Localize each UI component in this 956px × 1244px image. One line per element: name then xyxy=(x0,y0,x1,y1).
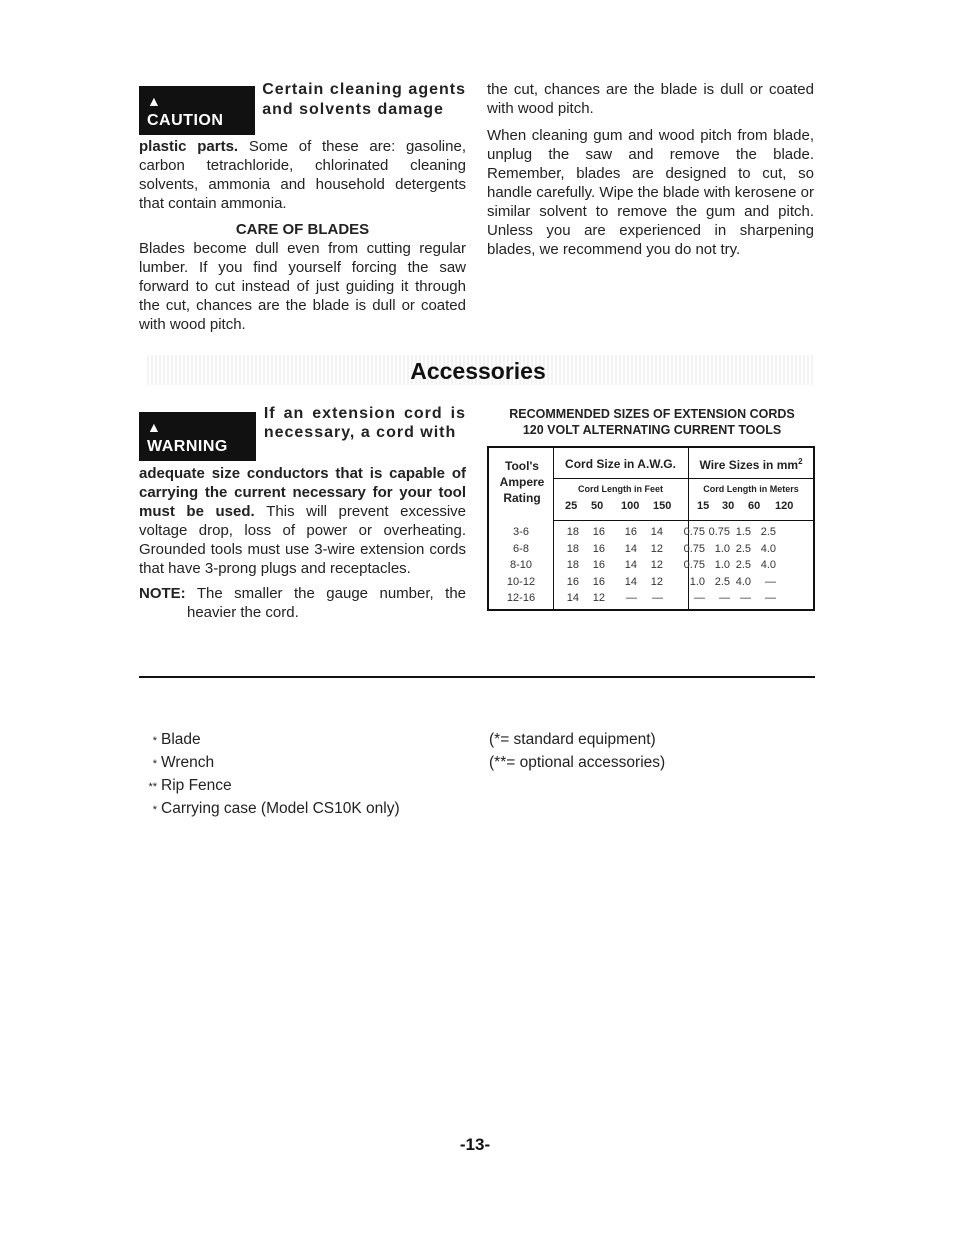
care-of-blades-heading: CARE OF BLADES xyxy=(235,221,370,238)
table-row: 3-6 18 16 16 14 0.75 0.75 1.5 2.5 xyxy=(513,526,776,538)
legend-optional: (**= optional accessories) xyxy=(489,754,666,771)
caution-section xyxy=(139,80,466,333)
caution-bold-tail: plastic parts. xyxy=(139,138,239,155)
cord-size-table xyxy=(487,446,815,611)
cord-table-title: RECOMMENDED SIZES OF EXTENSION CORDS 120 VOLT ALTERNATING CURRENT TOOLS xyxy=(509,407,795,437)
meters-subheader: Cord Length in Meters xyxy=(703,484,799,494)
caution-body-paragraph xyxy=(139,137,466,213)
table-row: 12-16 14 12 — — — — — — xyxy=(506,592,776,604)
note-label: NOTE: xyxy=(139,585,186,602)
warning-label: ▲WARNING xyxy=(139,412,256,461)
note-text: The smaller the gauge number, the heavier the cord. xyxy=(187,585,466,621)
care-right-column xyxy=(487,80,814,259)
caution-lead: Certain cleaning agents and solvents damage xyxy=(262,81,466,118)
table-body xyxy=(489,524,813,607)
warning-body: This will prevent excessive voltage drop, loss of power or overheating. Grounded tools must use 3-wire extension cords that have 3-prong plugs and receptacles. xyxy=(139,503,467,577)
caution-label: ▲CAUTION xyxy=(139,86,255,135)
list-item: * Carrying case (Model CS10K only) xyxy=(152,800,400,817)
legend-standard: (*= standard equipment) xyxy=(489,731,656,748)
list-item: ** Rip Fence xyxy=(148,777,232,794)
warning-lead: If an extension cord is necessary, a cord with xyxy=(263,405,466,441)
page-number: -13- xyxy=(459,1135,491,1154)
accessories-title: Accessories xyxy=(410,358,546,384)
care-paragraph-1: Blades become dull even from cutting regular lumber. If you find yourself forcing the saw forward to cut instead of just guiding it through the cut, chances are the blade is dull or coated with wood pitch. xyxy=(139,240,466,333)
ampere-rating-header: Tool's Ampere Rating xyxy=(499,459,545,505)
equipment-legend xyxy=(489,730,665,776)
care-paragraph-2: When cleaning gum and wood pitch from blade, unplug the saw and remove the blade. Remember, blades are designed to cut, so handle carefully. Wipe the blade with kerosene or similar solvent to remove the gum and pitch. Unless you are experienced in sharpening blades, we recommend you do not try. xyxy=(487,127,814,258)
table-row: 10-12 16 16 14 12 1.0 2.5 4.0 — xyxy=(506,575,776,588)
feet-subheader: Cord Length in Feet xyxy=(578,484,663,494)
meter-lengths-row: 15 30 60 120 xyxy=(697,500,794,512)
awg-header: Cord Size in A.W.G. xyxy=(565,457,676,471)
table-divider xyxy=(553,478,813,479)
warning-section xyxy=(139,404,466,622)
wire-size-header: Wire Sizes in $mm^2$ xyxy=(699,457,803,472)
section-divider xyxy=(139,676,815,678)
list-item: * Blade xyxy=(152,731,201,748)
warning-bold-body: adequate size conductors that is capable of carrying the current necessary for your tool must be used. This will prevent excessive voltage drop, loss of power or overheating. Grounded tools must use 3-wire extension cords that have 3-prong plugs and receptacles. xyxy=(139,465,467,577)
feet-lengths-row: 25 50 100 150 xyxy=(565,500,672,512)
warning-triangle-icon: ▲ xyxy=(147,93,162,109)
table-row: 6-8 18 16 14 12 0.75 1.0 2.5 4.0 xyxy=(513,542,776,555)
table-row: 8-10 18 16 14 12 0.75 1.0 2.5 4.0 xyxy=(509,559,776,571)
table-divider xyxy=(553,520,813,521)
caution-body: Some of these are: gasoline, carbon tetrachloride, chlorinated cleaning solvents, ammonia and household detergents that contain ammonia. xyxy=(139,138,466,212)
warning-note xyxy=(139,584,466,622)
list-item: * Wrench xyxy=(152,754,215,771)
care-paragraph-1-continued: the cut, chances are the blade is dull or coated with wood pitch. xyxy=(487,81,814,117)
warning-triangle-icon: ▲ xyxy=(147,419,162,435)
accessory-list xyxy=(139,730,400,822)
